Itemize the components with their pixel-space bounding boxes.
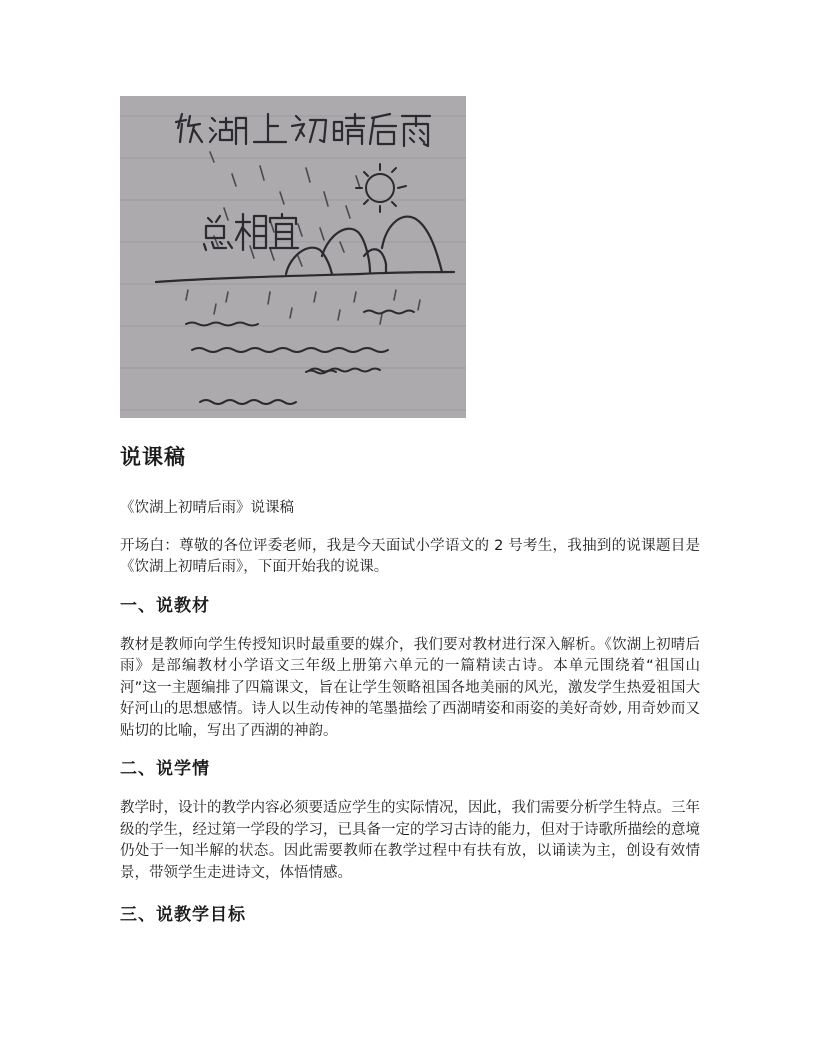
section-heading-objectives: 三、说教学目标 xyxy=(120,905,246,925)
document-page xyxy=(120,96,700,926)
sketch-drawing xyxy=(120,96,466,418)
section-body-students: 教学时，设计的教学内容必须要适应学生的实际情况，因此，我们需要分析学生特点。三年级的学生，经过第一学段的学习，已具备一定的学习古诗的能力，但对于诗歌所描绘的意境仍处于一知半解的状态。因此需要教师在教学过程中有扶有放，以诵读为主，创设有效情景，带领学生走进诗文，体悟情感。 xyxy=(120,800,700,881)
hand-drawn-illustration xyxy=(120,96,466,418)
document-subtitle: 《饮湖上初晴后雨》说课稿 xyxy=(120,500,294,516)
intro-paragraph: 开场白：尊敬的各位评委老师，我是今天面试小学语文的 2 号考生，我抽到的说课题目是《饮湖上初晴后雨》，下面开始我的说课。 xyxy=(120,537,700,575)
section-heading-students: 二、说学情 xyxy=(120,759,210,779)
section-heading-textbook: 一、说教材 xyxy=(120,595,210,616)
section-body-textbook: 教材是教师向学生传授知识时最重要的媒介，我们要对教材进行深入解析。《饮湖上初晴后雨》是部编教材小学语文三年级上册第六单元的一篇精读古诗。本单元围绕着“祖国山河”这一主题编排了四篇课文，旨在让学生领略祖国各地美丽的风光，激发学生热爱祖国大好河山的思想感情。诗人以生动传神的笔墨描绘了西湖晴姿和雨姿的美好奇妙, 用奇妙而又贴切的比喻，写出了西湖的神韵。 xyxy=(120,636,700,739)
document-title: 说课稿 xyxy=(120,445,186,469)
